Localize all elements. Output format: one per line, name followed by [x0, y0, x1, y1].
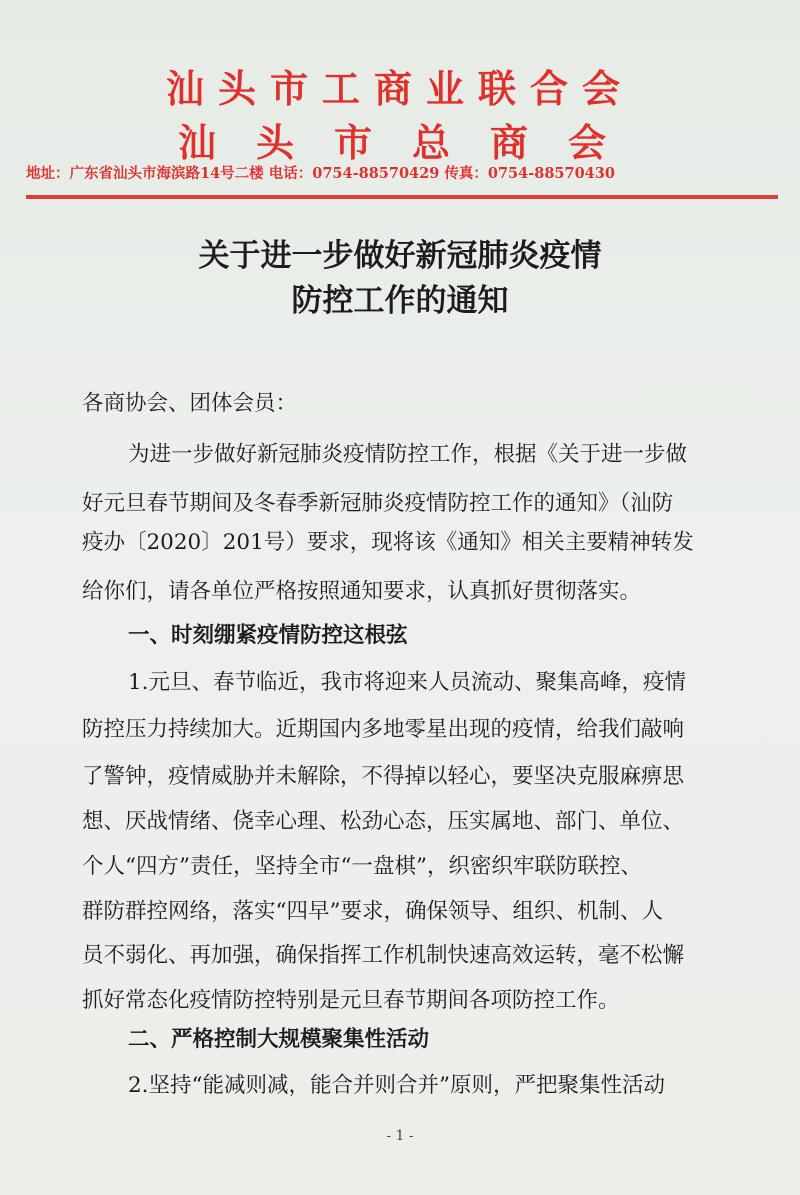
document-title-line-1: 关于进一步做好新冠肺炎疫情: [198, 238, 602, 274]
section1-line: 想、厌战情绪、侥幸心理、松劲心态，压实属地、部门、单位、: [82, 809, 685, 834]
intro-line: 给你们，请各单位严格按照通知要求，认真抓好贯彻落实。: [82, 579, 642, 604]
section1-line: 群防群控网络，落实“四早”要求，确保领导、组织、机制、人: [82, 899, 663, 924]
section2-line: 2.坚持“能减则减，能合并则合并”原则，严把聚集性活动: [128, 1073, 665, 1098]
letterhead-address: 地址：广东省汕头市海滨路14号二楼 电话：0754-88570429 传真：0754-88570430: [26, 165, 615, 182]
section1-line: 员不弱化、再加强，确保指挥工作机制快速高效运转，毫不松懈: [82, 943, 685, 968]
letterhead-divider: [26, 195, 778, 199]
letterhead-line-1: 汕头市工商业联合会: [165, 66, 634, 111]
section-heading-1: 一、时刻绷紧疫情防控这根弦: [128, 623, 408, 648]
letterhead-line-2: 汕头市总商会: [177, 120, 646, 165]
intro-line: 为进一步做好新冠肺炎疫情防控工作，根据《关于进一步做: [128, 442, 688, 467]
intro-line: 好元旦春节期间及冬春季新冠肺炎疫情防控工作的通知》（汕防: [82, 491, 674, 516]
salutation: 各商协会、团体会员：: [82, 391, 298, 416]
section1-line: 个人“四方”责任，坚持全市“一盘棋”，织密织牢联防联控、: [82, 854, 642, 879]
document-title-line-2: 防控工作的通知: [291, 283, 509, 319]
section1-line: 抓好常态化疫情防控特别是元旦春节期间各项防控工作。: [82, 988, 620, 1013]
section-heading-2: 二、严格控制大规模聚集性活动: [128, 1027, 430, 1052]
section1-line: 防控压力持续加大。近期国内多地零星出现的疫情，给我们敲响: [82, 717, 685, 742]
section1-line: 1.元旦、春节临近，我市将迎来人员流动、聚集高峰，疫情: [128, 670, 687, 695]
section1-line: 了警钟，疫情威胁并未解除，不得掉以轻心，要坚决克服麻痹思: [82, 764, 685, 789]
intro-line: 疫办〔2020〕201号）要求，现将该《通知》相关主要精神转发: [82, 530, 694, 555]
page-number: - 1 -: [386, 1128, 414, 1144]
